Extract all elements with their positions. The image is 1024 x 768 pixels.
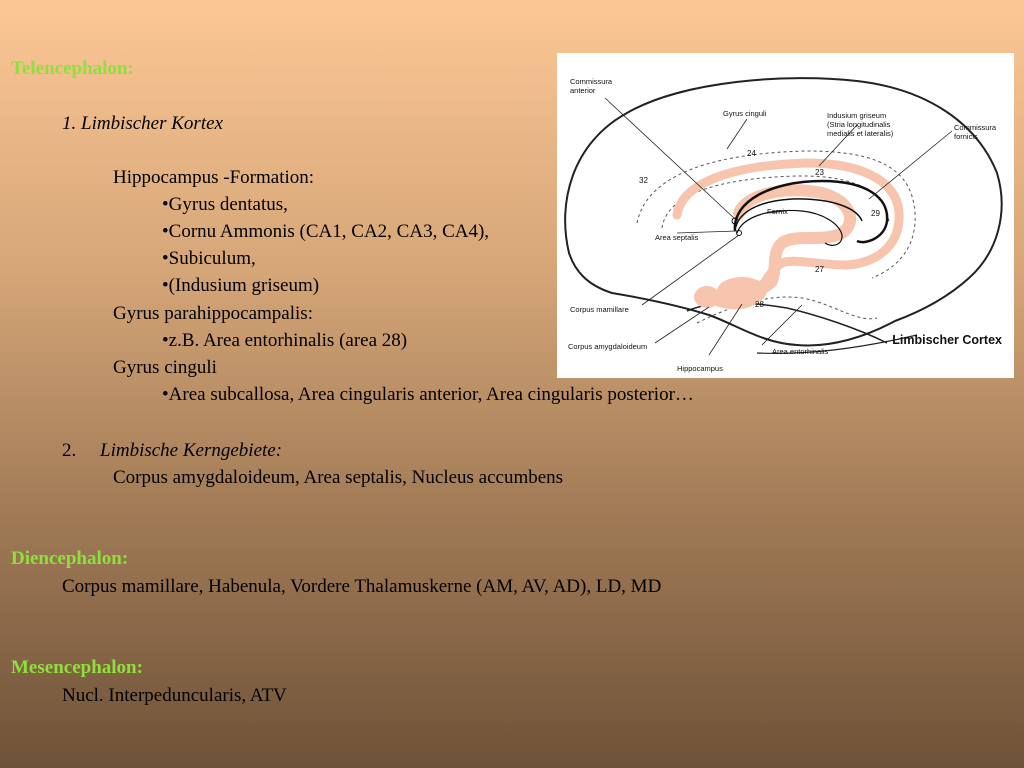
kerngebiete-text: Corpus amygdaloideum, Area septalis, Nucleus accumbens: [113, 467, 564, 488]
mesencephalon-text: Nucl. Interpeduncularis, ATV: [62, 685, 287, 706]
diencephalon-heading: Diencephalon:: [11, 548, 129, 569]
parahippocampalis-item: •z.B. Area entorhinalis (area 28): [162, 330, 408, 351]
brain-diagram: [557, 53, 1014, 378]
label-corpus-mamillare: Corpus mamillare: [570, 305, 629, 314]
label-commissura-fornicis: Commissura: [954, 123, 997, 132]
hippo-item: •Cornu Ammonis (CA1, CA2, CA3, CA4),: [162, 221, 490, 242]
label-indusium-griseum: medialis et lateralis): [827, 129, 894, 138]
area-number: 27: [815, 265, 824, 274]
label-indusium-griseum: Indusium griseum: [827, 111, 887, 120]
telencephalon-heading: Telencephalon:: [11, 58, 134, 79]
area-number: 32: [639, 176, 648, 185]
limbischer-kortex-title: 1. Limbischer Kortex: [62, 113, 223, 134]
label-commissura-anterior: anterior: [570, 86, 596, 95]
parahippocampalis-heading: Gyrus parahippocampalis:: [113, 303, 313, 324]
area-number: 29: [871, 209, 880, 218]
hippo-item: •(Indusium griseum): [162, 275, 320, 296]
label-commissura-fornicis: fornicis: [954, 132, 978, 141]
diencephalon-text: Corpus mamillare, Habenula, Vordere Thalamuskerne (AM, AV, AD), LD, MD: [62, 576, 662, 597]
hippocampus-formation-heading: Hippocampus -Formation:: [113, 167, 315, 188]
label-commissura-anterior: Commissura: [570, 77, 613, 86]
limbic-cortex-figure: [557, 53, 1014, 378]
area-number: 28: [755, 300, 764, 309]
label-corpus-amygdaloideum: Corpus amygdaloideum: [568, 342, 648, 351]
gyrus-cinguli-item: •Area subcallosa, Area cingularis anterior, Area cingularis posterior…: [162, 384, 694, 405]
area-number: 24: [747, 149, 756, 158]
label-area-entorhinalis: Area entorhinalis: [772, 347, 829, 356]
label-gyrus-cinguli: Gyrus cinguli: [723, 109, 767, 118]
kerngebiete-title: Limbische Kerngebiete:: [100, 440, 283, 461]
label-fornix: Fornix: [767, 207, 788, 216]
label-hippocampus: Hippocampus: [677, 364, 723, 373]
gyrus-cinguli-heading: Gyrus cinguli: [113, 357, 217, 378]
figure-caption: Limbischer Cortex: [892, 333, 1002, 347]
area-number: 23: [815, 168, 824, 177]
label-area-septalis: Area septalis: [655, 233, 699, 242]
mesencephalon-heading: Mesencephalon:: [11, 657, 143, 678]
amygdala-blob: [694, 286, 720, 308]
hippo-item: •Subiculum,: [162, 248, 256, 269]
label-indusium-griseum: (Stria longitudinalis: [827, 120, 891, 129]
hippo-item: •Gyrus dentatus,: [162, 194, 288, 215]
kerngebiete-number: 2.: [62, 440, 77, 461]
